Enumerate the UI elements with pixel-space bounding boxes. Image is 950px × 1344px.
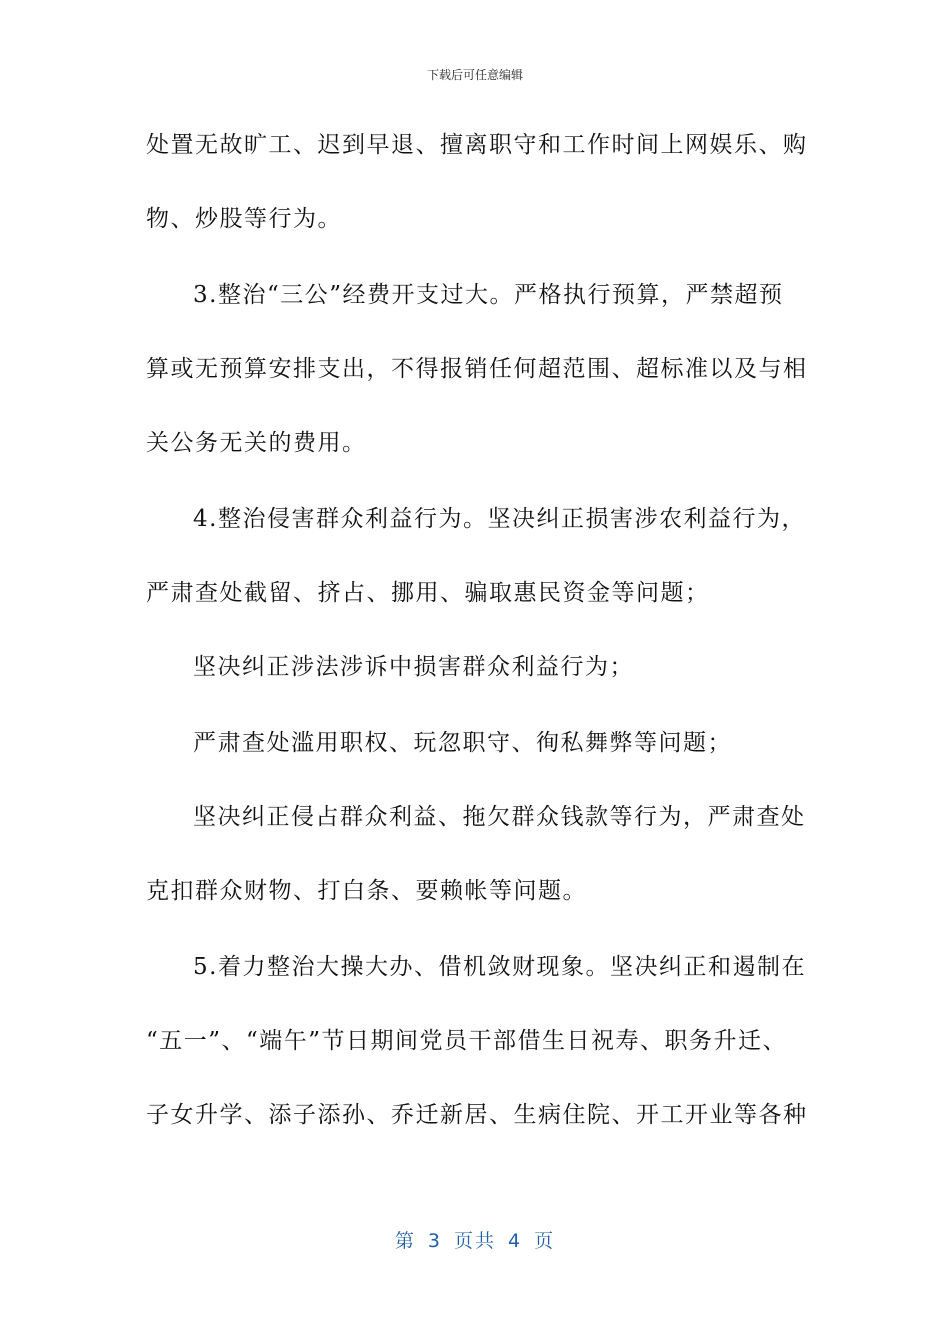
body-line-10: 坚决纠正侵占群众利益、拖欠群众钱款等行为，严肃查处 — [193, 804, 806, 830]
page-footer — [0, 1226, 950, 1253]
body-line-6: 4.整治侵害群众利益行为。坚决纠正损害涉农利益行为， — [193, 506, 806, 532]
body-line-7: 严肃查处截留、挤占、挪用、骗取惠民资金等问题； — [146, 580, 710, 606]
body-line-14: 子女升学、添子添孙、乔迁新居、生病住院、开工开业等各种 — [146, 1102, 808, 1128]
footer-page-number: 3 — [427, 1230, 442, 1252]
footer-middle: 页共 — [453, 1230, 496, 1252]
page-header: 下载后可任意编辑 — [426, 68, 523, 82]
body-line-11: 克扣群众财物、打白条、要赖帐等问题。 — [146, 878, 587, 904]
body-line-5: 关公务无关的费用。 — [146, 430, 367, 456]
footer-total-pages: 4 — [508, 1230, 523, 1252]
footer-suffix: 页 — [534, 1230, 556, 1252]
body-line-2: 物、炒股等行为。 — [146, 206, 342, 232]
body-line-12: 5.着力整治大操大办、借机敛财现象。坚决纠正和遏制在 — [193, 954, 806, 980]
footer-prefix: 第 — [394, 1230, 416, 1252]
body-line-3: 3.整治“三公”经费开支过大。严格执行预算，严禁超预 — [193, 282, 784, 308]
body-line-13: “五一”、“端午”节日期间党员干部借生日祝寿、职务升迁、 — [146, 1028, 788, 1054]
body-line-4: 算或无预算安排支出，不得报销任何超范围、超标准以及与相 — [146, 356, 808, 382]
body-line-1: 处置无故旷工、迟到早退、擅离职守和工作时间上网娱乐、购 — [146, 132, 808, 158]
body-line-9: 严肃查处滥用职权、玩忽职守、徇私舞弊等问题； — [193, 730, 732, 756]
body-line-8: 坚决纠正涉法涉诉中损害群众利益行为； — [193, 654, 634, 680]
